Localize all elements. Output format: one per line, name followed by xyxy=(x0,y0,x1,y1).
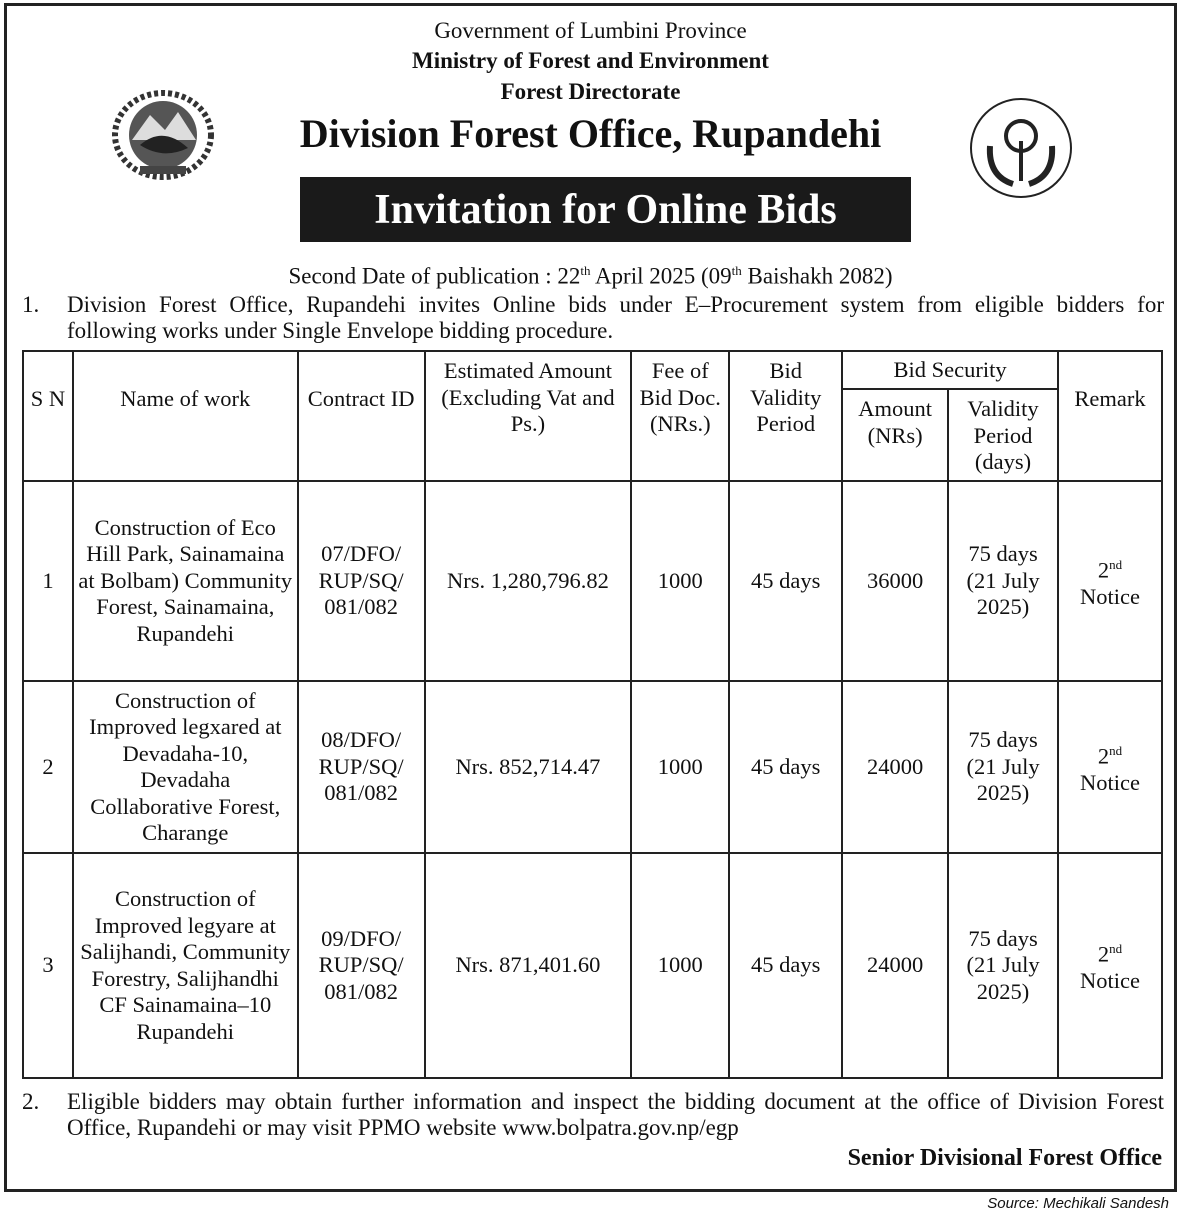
header-sn: S N xyxy=(23,351,73,481)
cell-security-validity: 75 days (21 July 2025) xyxy=(948,681,1058,853)
header-row xyxy=(23,351,1162,389)
cell-name: Construction of Improved legyare at Salijhandi, Community Forestry, Salijhandhi CF Sainamaina–10 Rupandehi xyxy=(73,853,298,1078)
header-validity: Bid Validity Period xyxy=(729,351,842,481)
paragraph-text: Division Forest Office, Rupandehi invites Online bids under E–Procurement system from eligible bidders for following works under Single Envelope bidding procedure. xyxy=(67,292,1164,343)
cell-security-amount: 36000 xyxy=(842,481,948,681)
cell-remark: 2nd Notice xyxy=(1058,481,1162,681)
cell-remark: 2nd Notice xyxy=(1058,853,1162,1078)
cell-security-validity: 75 days (21 July 2025) xyxy=(948,481,1058,681)
table-row xyxy=(23,481,1162,681)
bids-table xyxy=(22,350,1163,1079)
paragraph-number: 2. xyxy=(22,1089,40,1114)
cell-fee: 1000 xyxy=(631,681,729,853)
header-remark: Remark xyxy=(1058,351,1162,481)
signature: Senior Divisional Forest Office xyxy=(847,1145,1162,1171)
paragraph-2 xyxy=(22,1089,1164,1141)
directorate-line: Forest Directorate xyxy=(500,79,681,104)
paragraph-number: 1. xyxy=(22,292,40,317)
cell-security-amount: 24000 xyxy=(842,681,948,853)
government-line: Government of Lumbini Province xyxy=(434,18,747,43)
cell-name: Construction of Improved legxared at Devadaha-10, Devadaha Collaborative Forest, Charange xyxy=(73,681,298,853)
cell-validity: 45 days xyxy=(729,681,842,853)
publication-date: Second Date of publication : 22th April 2025 (09th Baishakh 2082) xyxy=(288,263,893,289)
cell-estimated: Nrs. 1,280,796.82 xyxy=(425,481,632,681)
paragraph-text: Eligible bidders may obtain further information and inspect the bidding document at the office of Division Forest Office, Rupandehi or may visit PPMO website www.bolpatra.gov.np/egp xyxy=(67,1089,1164,1140)
office-title: Division Forest Office, Rupandehi xyxy=(299,111,882,156)
table-row xyxy=(23,853,1162,1078)
cell-validity: 45 days xyxy=(729,853,842,1078)
header-estimated: Estimated Amount (Excluding Vat and Ps.) xyxy=(425,351,632,481)
cell-sn: 1 xyxy=(23,481,73,681)
cell-contract: 07/DFO/ RUP/SQ/ 081/082 xyxy=(298,481,425,681)
header-name: Name of work xyxy=(73,351,298,481)
cell-sn: 3 xyxy=(23,853,73,1078)
cell-security-validity: 75 days (21 July 2025) xyxy=(948,853,1058,1078)
header-security: Bid Security xyxy=(842,351,1058,389)
cell-contract: 09/DFO/ RUP/SQ/ 081/082 xyxy=(298,853,425,1078)
header-security-amount: Amount (NRs) xyxy=(842,389,948,481)
cell-contract: 08/DFO/ RUP/SQ/ 081/082 xyxy=(298,681,425,853)
cell-estimated: Nrs. 852,714.47 xyxy=(425,681,632,853)
table-row xyxy=(23,681,1162,853)
cell-name: Construction of Eco Hill Park, Sainamaina at Bolbam) Community Forest, Sainamaina, Rupandehi xyxy=(73,481,298,681)
ministry-line: Ministry of Forest and Environment xyxy=(412,48,769,73)
header-fee: Fee of Bid Doc. (NRs.) xyxy=(631,351,729,481)
notice-banner: Invitation for Online Bids xyxy=(300,177,911,242)
cell-estimated: Nrs. 871,401.60 xyxy=(425,853,632,1078)
cell-validity: 45 days xyxy=(729,481,842,681)
header-security-validity: Validity Period (days) xyxy=(948,389,1058,481)
cell-sn: 2 xyxy=(23,681,73,853)
cell-fee: 1000 xyxy=(631,481,729,681)
cell-fee: 1000 xyxy=(631,853,729,1078)
source-credit: Source: Mechikali Sandesh xyxy=(987,1195,1169,1212)
cell-security-amount: 24000 xyxy=(842,853,948,1078)
paragraph-1 xyxy=(22,292,1164,344)
header-contract: Contract ID xyxy=(298,351,425,481)
cell-remark: 2nd Notice xyxy=(1058,681,1162,853)
